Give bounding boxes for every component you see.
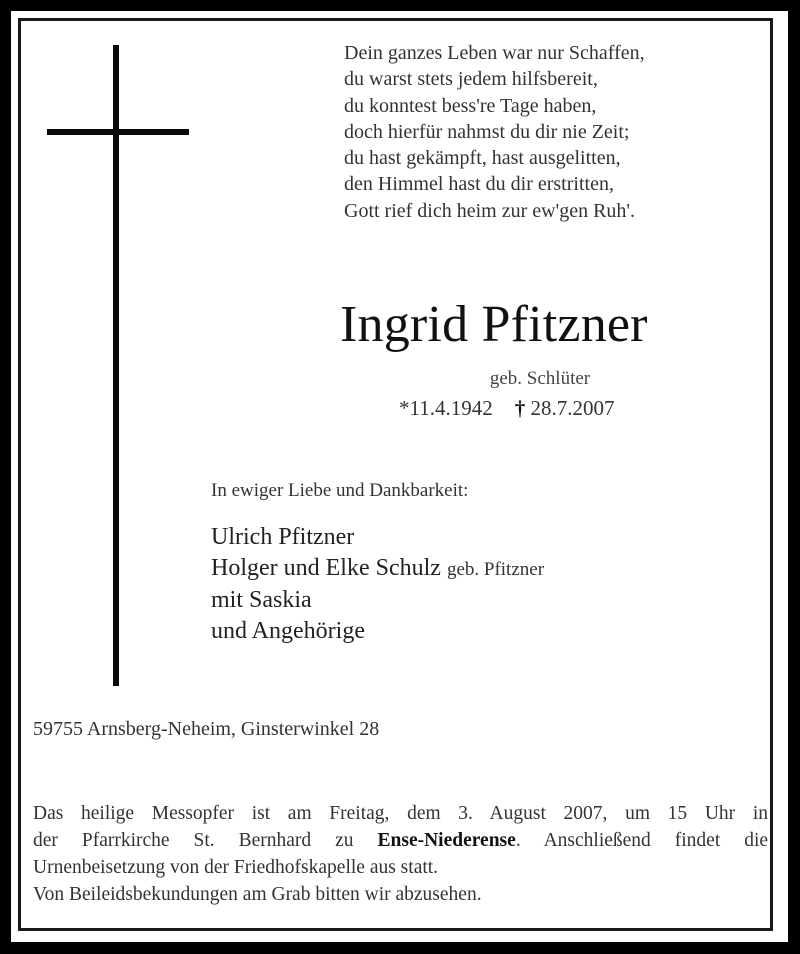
birth-name: geb. Schlüter	[489, 368, 591, 389]
poem-line: doch hierfür nahmst du dir nie Zeit;	[344, 120, 630, 143]
mourner-birth-name: geb. Pfitzner	[446, 558, 545, 580]
mourner: Ulrich Pfitzner	[211, 524, 355, 550]
service-line: Urnenbeisetzung von der Friedhofskapelle aus statt.	[33, 857, 439, 878]
poem-line: den Himmel hast du dir erstritten,	[344, 173, 614, 196]
poem-line: du hast gekämpft, hast ausgelitten,	[344, 147, 621, 170]
service-notice	[33, 800, 768, 908]
deceased-name: Ingrid Pfitzner	[340, 296, 648, 353]
life-dates	[399, 396, 689, 421]
service-line: Das heilige Messopfer ist am Freitag, dem 3. August 2007, um 15 Uhr in	[33, 803, 768, 824]
birth-date: *11.4.1942	[399, 396, 493, 420]
mourner: mit Saskia	[211, 587, 312, 613]
cross-horizontal-bar	[47, 129, 189, 135]
mourner	[211, 553, 544, 586]
mourners-list	[211, 522, 544, 646]
poem-line: Gott rief dich heim zur ew'gen Ruh'.	[344, 199, 636, 222]
service-location: Ense-Niederense	[377, 830, 516, 851]
service-text: . Anschließend findet die	[515, 830, 769, 851]
death-date: 28.7.2007	[530, 396, 615, 420]
mourner-names: Holger und Elke Schulz	[211, 554, 441, 581]
mourner: und Angehörige	[211, 617, 365, 644]
poem-line: du warst stets jedem hilfsbereit,	[344, 68, 598, 91]
memorial-poem	[344, 40, 764, 224]
dedication: In ewiger Liebe und Dankbarkeit:	[211, 480, 469, 501]
service-text: der Pfarrkirche St. Bernhard zu	[33, 830, 354, 851]
poem-line: Dein ganzes Leben war nur Schaffen,	[344, 42, 645, 64]
family-address: 59755 Arnsberg-Neheim, Ginsterwinkel 28	[33, 718, 380, 740]
dagger-icon: †	[514, 396, 526, 420]
cross-vertical-bar	[113, 45, 119, 686]
service-line	[33, 827, 768, 854]
poem-line: du konntest bess're Tage haben,	[344, 94, 597, 117]
service-line: Von Beileidsbekundungen am Grab bitten wir abzusehen.	[33, 884, 482, 905]
